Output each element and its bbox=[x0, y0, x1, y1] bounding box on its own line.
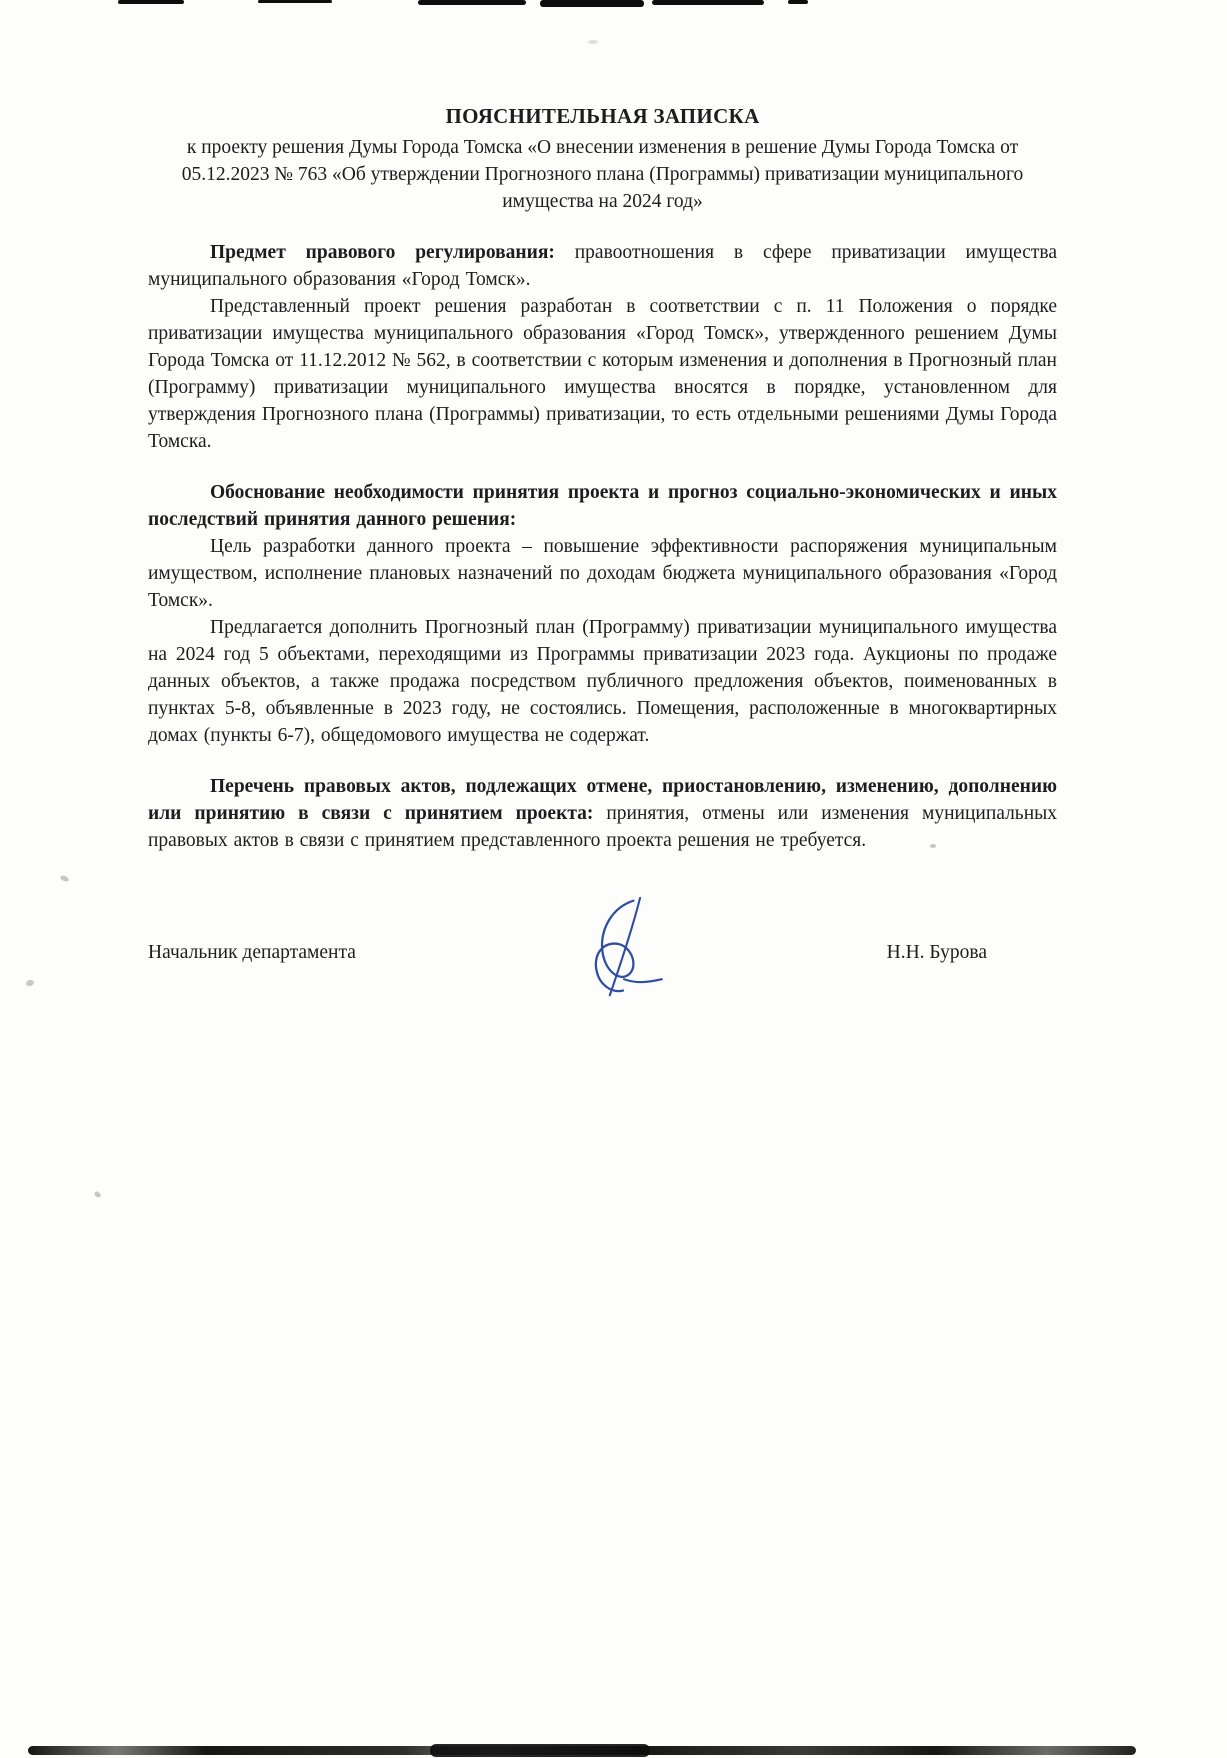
paragraph bbox=[148, 773, 1057, 854]
text-segment: Предлагается дополнить Прогнозный план (Программу) приватизации муниципального имущества на 2024 год 5 объектами, переходящими из Программы приватизации 2023 года. Аукционы по продаже данных объектов, а также продажа посредством публичного предложения объектов, поименованных в пунктах 5-8, объявленные в 2023 году, не состоялись. Помещения, расположенные в многоквартирных домах (пункты 6-7), общедомового имущества не содержат. bbox=[148, 617, 1057, 746]
paragraph bbox=[148, 533, 1057, 614]
text-segment: Представленный проект решения разработан в соответствии с п. 11 Положения о порядке приватизации имущества муниципального образования «Город Томск», утвержденного решением Думы Города Томска от 11.12.2012 № 562, в соответствии с которым изменения и дополнения в Прогнозный план (Программу) приватизации муниципального имущества вносятся в порядке, установленном для утверждения Прогнозного плана (Программы) приватизации, то есть отдельными решениями Думы Города Томска. bbox=[148, 296, 1057, 452]
paragraph bbox=[148, 614, 1057, 749]
signature-block bbox=[148, 942, 1057, 964]
paragraph bbox=[148, 293, 1057, 455]
text-segment: Цель разработки данного проекта – повышение эффективности распоряжения муниципальным имуществом, исполнение плановых назначений по доходам бюджета муниципального образования «Город Томск». bbox=[148, 536, 1057, 611]
paragraph bbox=[148, 239, 1057, 293]
signer-name: Н.Н. Бурова bbox=[886, 942, 987, 963]
document-body bbox=[148, 239, 1057, 854]
signer-position: Начальник департамента bbox=[148, 942, 356, 963]
text-segment: Перечень правовых актов, подлежащих отмене, приостановлению, изменению, дополнению или принятию в связи с принятием проекта: bbox=[148, 776, 1057, 824]
document-title: ПОЯСНИТЕЛЬНАЯ ЗАПИСКА bbox=[445, 104, 760, 128]
paragraph bbox=[148, 479, 1057, 533]
handwritten-signature bbox=[576, 896, 672, 1000]
text-segment: принятия, отмены или изменения муниципальных правовых актов в связи с принятием представленного проекта решения не требуется. bbox=[148, 803, 1057, 851]
text-segment: Обоснование необходимости принятия проекта и прогноз социально-экономических и иных последствий принятия данного решения: bbox=[148, 482, 1057, 530]
text-segment: Предмет правового регулирования: bbox=[210, 242, 575, 263]
text-segment: правоотношения в сфере приватизации имущества муниципального образования «Город Томск». bbox=[148, 242, 1058, 290]
document-subtitle: к проекту решения Думы Города Томска «О внесении изменения в решение Думы Города Томска от 05.12.2023 № 763 «Об утверждении Прогнозного плана (Программы) приватизации муниципального имущества на 2024 год» bbox=[181, 137, 1024, 212]
